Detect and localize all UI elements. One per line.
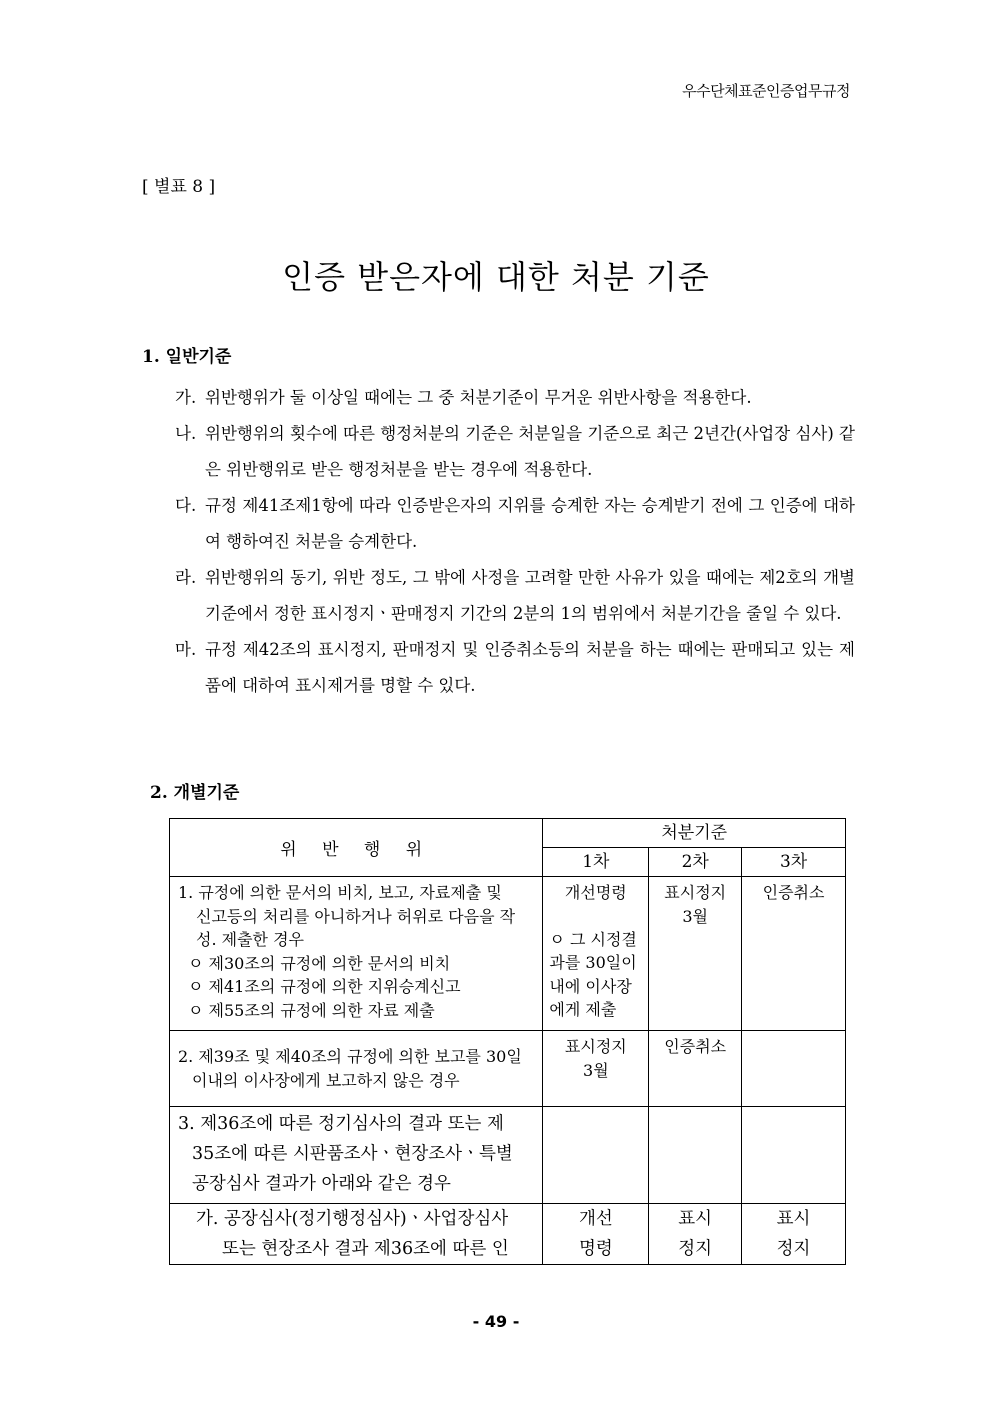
- criteria-table: [169, 818, 846, 1265]
- cell-line: 표시정지: [664, 883, 727, 902]
- item-marker: 나.: [175, 424, 197, 443]
- page-title: 인증 받은자에 대한 처분 기준: [282, 258, 710, 296]
- cell-line: 1. 규정에 의한 문서의 비치, 보고, 자료제출 및: [178, 883, 502, 902]
- cell-line: 정지: [678, 1239, 713, 1259]
- document-header: 우수단체표준인증업무규정: [682, 82, 850, 100]
- cell-line: 표시정지: [564, 1037, 627, 1056]
- second-cell: [649, 1107, 742, 1204]
- third-cell: [742, 1107, 846, 1204]
- list-item: [175, 380, 855, 416]
- cell-line: 성. 제출한 경우: [196, 930, 304, 949]
- cell-line: 표시: [776, 1209, 811, 1229]
- first-cell: [543, 1204, 649, 1265]
- cell-line: 3월: [682, 906, 709, 926]
- third-cell: [742, 1031, 846, 1107]
- list-item: [175, 488, 855, 560]
- third-cell: [742, 1204, 846, 1265]
- list-item: [175, 632, 855, 704]
- second-cell: [649, 877, 742, 1031]
- first-cell: [543, 877, 649, 1031]
- header-violation: 위 반 행 위: [170, 819, 543, 877]
- second-cell: [649, 1204, 742, 1265]
- violation-cell: [170, 1031, 543, 1107]
- cell-line: ㅇ 제30조의 규정에 의한 문서의 비치: [188, 953, 451, 973]
- header-first: 1차: [543, 848, 649, 877]
- item-marker: 가.: [175, 388, 197, 407]
- third-cell: 인증취소: [742, 877, 846, 1031]
- cell-line: 개선: [578, 1209, 613, 1229]
- cell-line: 명령: [578, 1239, 613, 1259]
- cell-line: 이내의 이사장에게 보고하지 않은 경우: [192, 1070, 460, 1090]
- item-marker: 다.: [175, 496, 197, 515]
- cell-line: ㅇ 그 시정결: [549, 929, 637, 949]
- header-second: 2차: [649, 848, 742, 877]
- cell-line: 신고등의 처리를 아니하거나 허위로 다음을 작: [196, 906, 516, 926]
- first-cell: [543, 1107, 649, 1204]
- cell-line: 또는 현장조사 결과 제36조에 따른 인: [222, 1239, 509, 1259]
- table-row: [170, 1204, 846, 1265]
- item-text: 위반행위의 횟수에 따른 행정처분의 기준은 처분일을 기준으로 최근 2년간(사업장 심사) 같은 위반행위로 받은 행정처분을 받는 경우에 적용한다.: [205, 424, 855, 479]
- violation-cell: [170, 877, 543, 1031]
- cell-line: 과를 30일이: [549, 953, 637, 972]
- annex-label: [ 별표 8 ]: [142, 177, 216, 197]
- cell-line: 3월: [583, 1060, 609, 1080]
- cell-line: 정지: [776, 1239, 811, 1259]
- violation-cell: [170, 1107, 543, 1204]
- table-header-row: [170, 819, 846, 848]
- item-text: 규정 제42조의 표시정지, 판매정지 및 인증취소등의 처분을 하는 때에는 판매되고 있는 제품에 대하여 표시제거를 명할 수 있다.: [205, 640, 855, 695]
- table-row: [170, 877, 846, 1031]
- list-item: [175, 560, 855, 632]
- second-cell: 인증취소: [649, 1031, 742, 1107]
- item-marker: 라.: [175, 568, 197, 587]
- cell-line: 표시: [678, 1209, 713, 1229]
- first-cell: [543, 1031, 649, 1107]
- item-text: 위반행위가 둘 이상일 때에는 그 중 처분기준이 무거운 위반사항을 적용한다.: [205, 388, 752, 407]
- cell-line: 2. 제39조 및 제40조의 규정에 의한 보고를 30일: [178, 1047, 522, 1066]
- cell-line: 공장심사 결과가 아래와 같은 경우: [192, 1174, 451, 1194]
- violation-cell: [170, 1204, 543, 1265]
- page-number: - 49 -: [472, 1312, 520, 1331]
- cell-line: 개선명령: [564, 883, 627, 902]
- cell-line: 3. 제36조에 따른 정기심사의 결과 또는 제: [178, 1114, 504, 1134]
- list-item: [175, 416, 855, 488]
- table-row: [170, 1107, 846, 1204]
- cell-line: 35조에 따른 시판품조사ㆍ현장조사ㆍ특별: [192, 1144, 513, 1164]
- item-text: 위반행위의 동기, 위반 정도, 그 밖에 사정을 고려할 만한 사유가 있을 때에는 제2호의 개별기준에서 정한 표시정지ㆍ판매정지 기간의 2분의 1의 범위에서 처분기간을 줄일 수 있다.: [205, 568, 855, 623]
- section-individual-heading: 2. 개별기준: [150, 783, 240, 803]
- header-criteria: 처분기준: [543, 819, 846, 848]
- cell-line: 내에 이사장: [549, 976, 632, 996]
- header-third: 3차: [742, 848, 846, 877]
- cell-line: ㅇ 제41조의 규정에 의한 지위승계신고: [188, 977, 461, 996]
- section-general-heading: 1. 일반기준: [142, 347, 232, 367]
- item-text: 규정 제41조제1항에 따라 인증받은자의 지위를 승계한 자는 승계받기 전에 그 인증에 대하여 행하여진 처분을 승계한다.: [205, 496, 855, 551]
- general-criteria-list: [175, 380, 855, 704]
- cell-line: 에게 제출: [549, 1000, 617, 1019]
- cell-line: ㅇ 제55조의 규정에 의한 자료 제출: [188, 1000, 435, 1020]
- item-marker: 마.: [175, 640, 197, 659]
- cell-line: 가. 공장심사(정기행정심사)ㆍ사업장심사: [196, 1209, 509, 1229]
- table-row: [170, 1031, 846, 1107]
